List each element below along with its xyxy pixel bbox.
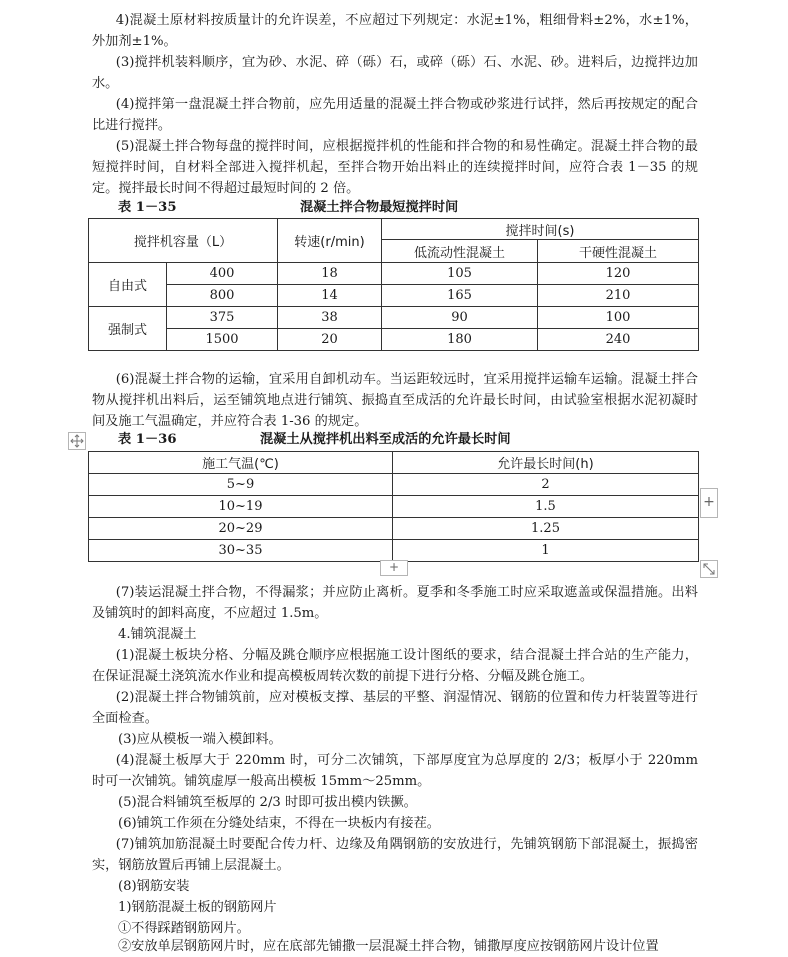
cell-max-time: 1.25 [393,518,699,540]
cell-max-time: 1.5 [393,496,699,518]
table-title: 混凝土拌合物最短搅拌时间 [300,200,459,215]
cell-capacity: 400 [167,263,278,285]
table-resize-handle[interactable] [700,560,718,578]
cell-dry: 240 [538,329,699,351]
cell-dry: 210 [538,285,699,307]
list-item: ①不得踩踏钢筋网片。 [118,921,250,936]
cell-max-time: 1 [393,540,699,562]
cell-speed: 14 [278,285,382,307]
header-dry-hard: 干硬性混凝土 [538,240,699,263]
table-row [89,518,699,540]
paragraph-pre-check: (2)混凝土拌合物铺筑前，应对模板支撑、基层的平整、润湿情况、钢筋的位置和传力杆装置等进行全面检查。 [92,690,698,726]
table-caption [118,431,678,449]
move-arrows-icon [69,433,85,449]
cell-temperature: 30~35 [89,540,393,562]
table-number: 表 1－36 [118,432,177,447]
paragraph-reinforced-paving: (7)铺筑加筋混凝土时要配合传力杆、边缘及角隅钢筋的安放进行，先铺筑钢筋下部混凝土，振捣密实，钢筋放置后再铺上层混凝土。 [92,837,698,873]
table-title: 混凝土从搅拌机出料至成活的允许最长时间 [260,432,511,447]
header-mix-time: 搅拌时间(s) [382,219,699,240]
header-capacity: 搅拌机容量（L） [89,219,278,263]
paragraph-slab-thickness: (4)混凝土板厚大于 220mm 时，可分二次铺筑，下部厚度宜为总厚度的 2/3；板厚小于 220mm 时可一次铺筑。铺筑虚厚一般高出模板 15mm～25mm。 [92,753,698,789]
paragraph-joint-end: (6)铺筑工作须在分缝处结束，不得在一块板内有接茬。 [118,816,440,831]
add-column-button[interactable]: + [700,488,718,518]
header-max-time: 允许最长时间(h) [393,452,699,474]
table-row [89,474,699,496]
cell-speed: 38 [278,307,382,329]
cell-low: 105 [382,263,538,285]
section-heading-paving: 4.铺筑混凝土 [118,627,197,642]
cell-speed: 20 [278,329,382,351]
transport-time-table [88,451,699,562]
subheading-rebar-mesh: 1)钢筋混凝土板的钢筋网片 [118,900,277,915]
paragraph-loading-order: (3)搅拌机装料顺序，宜为砂、水泥、碎（砾）石，或碎（砾）石、水泥、砂。进料后，边搅拌边加水。 [92,55,698,91]
paragraph-transport: (6)混凝土拌合物的运输，宜采用自卸机动车。当运距较远时，宜采用搅拌运输车运输。混凝土拌合物从搅拌机出料后，运至铺筑地点进行铺筑、振捣直至成活的允许最长时间，由试验室根据水泥初凝时间及施工气温确定，并应符合表 1-36 的规定。 [92,372,698,429]
table-row [89,540,699,562]
group-forced: 强制式 [89,307,167,351]
paragraph-slab-division: (1)混凝土板块分格、分幅及跳仓顺序应根据施工设计图纸的要求，结合混凝土拌合站的生产能力，在保证混凝土浇筑流水作业和提高模板周转次数的前提下进行分格、分幅及跳仓施工。 [92,648,698,684]
group-free-fall: 自由式 [89,263,167,307]
cell-temperature: 20~29 [89,518,393,540]
list-item: ②安放单层钢筋网片时，应在底部先铺撒一层混凝土拌合物，铺撒厚度应按钢筋网片设计位置 [118,939,659,954]
cell-low: 180 [382,329,538,351]
cell-temperature: 10~19 [89,496,393,518]
paragraph-unloading: (3)应从模板一端入模卸料。 [118,732,282,747]
cell-low: 165 [382,285,538,307]
paragraph-mix-tolerance: 4)混凝土原材料按质量计的允许误差，不应超过下列规定：水泥±1%，粗细骨料±2%，水±1%，外加剂±1%。 [92,13,698,49]
cell-capacity: 375 [167,307,278,329]
cell-capacity: 1500 [167,329,278,351]
table-number: 表 1－35 [118,200,177,215]
cell-low: 90 [382,307,538,329]
cell-capacity: 800 [167,285,278,307]
cell-speed: 18 [278,263,382,285]
table-caption [118,199,678,217]
table-move-handle[interactable] [68,432,86,450]
add-row-button[interactable]: + [380,560,408,576]
paragraph-trial-mix: (4)搅拌第一盘混凝土拌合物前，应先用适量的混凝土拌合物或砂浆进行试拌，然后再按规定的配合比进行搅拌。 [92,97,698,133]
header-low-flow: 低流动性混凝土 [382,240,538,263]
table-row [89,307,699,329]
table-row [89,285,699,307]
cell-max-time: 2 [393,474,699,496]
table-row [89,329,699,351]
paragraph-loading-transport: (7)装运混凝土拌合物，不得漏浆；并应防止离析。夏季和冬季施工时应采取遮盖或保温措施。出料及铺筑时的卸料高度，不应超过 1.5m。 [92,585,698,621]
paragraph-mix-time: (5)混凝土拌合物每盘的搅拌时间，应根据搅拌机的性能和拌合物的和易性确定。混凝土拌合物的最短搅拌时间，自材料全部进入搅拌机起，至拌合物开始出料止的连续搅拌时间，应符合表 1－35 的规定。搅拌最长时间不得超过最短时间的 2 倍。 [92,139,698,196]
resize-diagonal-icon [701,561,717,577]
table-row [89,263,699,285]
subheading-rebar-install: (8)钢筋安装 [118,879,190,894]
paragraph-remove-pins: (5)混合料铺筑至板厚的 2/3 时即可拔出模内铁撅。 [118,795,417,810]
header-temperature: 施工气温(℃) [89,452,393,474]
mix-time-table [88,218,699,351]
header-speed: 转速(r/min) [278,219,382,263]
cell-dry: 120 [538,263,699,285]
cell-dry: 100 [538,307,699,329]
cell-temperature: 5~9 [89,474,393,496]
table-row [89,496,699,518]
